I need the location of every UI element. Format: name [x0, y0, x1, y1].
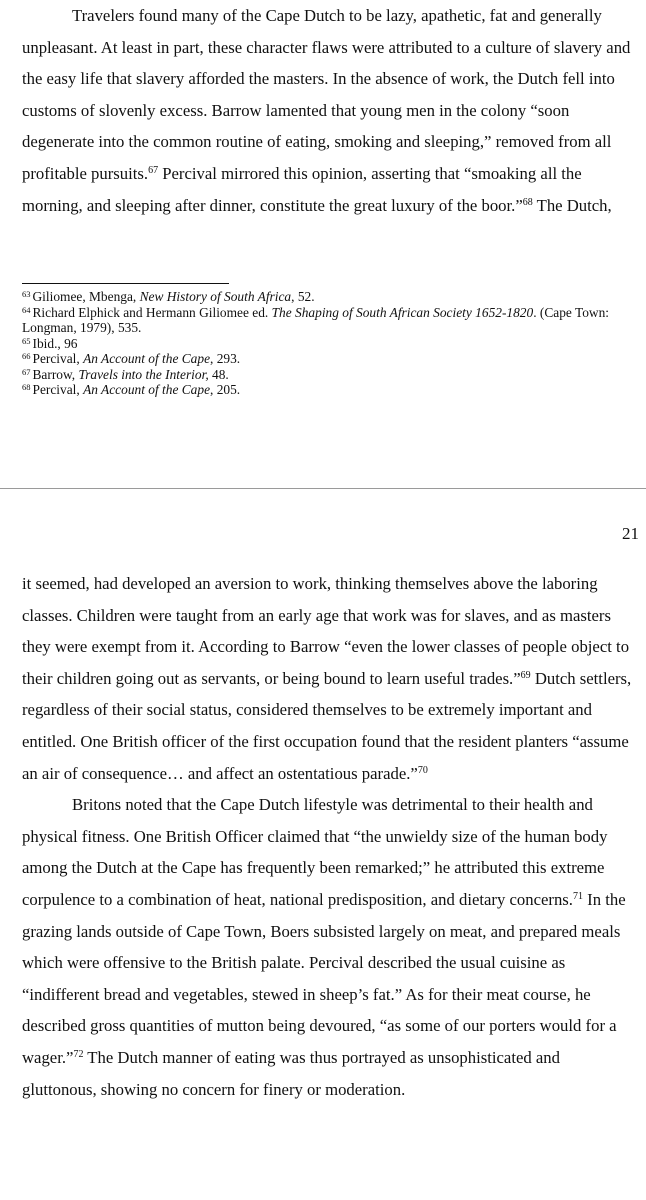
text-run: it seemed, had developed an aversion to work, thinking themselves above the laboring classes. Children were taught from an early age that work was for slaves, and as masters they were exempt from it. According to Barrow “even the lower classes of people object to their children going out as servants, or being bound to learn useful trades.”	[22, 574, 630, 688]
italic-title: The Shaping of South African Society 1652-1820	[271, 304, 534, 320]
italic-title: New History of South Africa	[139, 289, 292, 304]
body-text-bottom	[22, 568, 632, 1105]
italic-title: An Account of the Cape	[83, 382, 211, 397]
paragraph	[22, 0, 632, 221]
page-divider	[0, 488, 646, 489]
text-run: , 205.	[210, 382, 241, 397]
footnote-reference: 69	[520, 669, 531, 681]
text-run: Giliomee, Mbenga,	[32, 289, 140, 304]
text-run: 48.	[208, 366, 229, 382]
text-run: Percival mirrored this opinion, asserting that “smoaking all the morning, and sleeping after dinner, constitute the great luxury of the boor.”	[22, 163, 582, 215]
footnote-reference: 71	[572, 890, 583, 902]
footnote-number: 64	[22, 304, 31, 315]
footnote-reference: 68	[522, 196, 533, 208]
text-run: Britons noted that the Cape Dutch lifestyle was detrimental to their health and physical fitness. One British Officer claimed that “the unwieldy size of the human body among the Dutch at the Cape has frequently been remarked;” he attributed this extreme corpulence to a combination of heat, national predisposition, and dietary concerns.	[22, 795, 608, 909]
text-run: . (Cape Town: Longman, 1979), 535.	[22, 304, 610, 335]
page-bottom	[0, 490, 646, 1200]
footnote-reference: 67	[148, 164, 159, 176]
page-top	[0, 0, 646, 488]
text-run: The Dutch,	[532, 195, 612, 215]
text-run: Travelers found many of the Cape Dutch to be lazy, apathetic, fat and generally unpleasant. At least in part, these character flaws were attributed to a culture of slavery and the easy life that slavery afforded the masters. In the absence of work, the Dutch fell into customs of slovenly excess. Barrow lamented that young men in the colony “soon degenerate into the common routine of eating, smoking and sleeping,” removed from all profitable pursuits.	[22, 6, 631, 183]
footnote-reference: 72	[73, 1048, 84, 1060]
page-number: 21	[622, 524, 639, 543]
footnote-number: 63	[22, 289, 31, 299]
text-run: Percival,	[32, 351, 84, 366]
text-run: Percival,	[32, 382, 84, 397]
text-run: In the grazing lands outside of Cape Town, Boers subsisted largely on meat, and prepared meals which were offensive to the British palate. Percival described the usual cuisine as “indifferent bread and vegetables, stewed in sheep’s fat.” As for their meat course, he described gross quantities of mutton being devoured, “as some of our porters would for a wager.”	[22, 889, 626, 1067]
text-run: Ibid., 96	[32, 335, 78, 351]
footnote	[22, 336, 632, 352]
text-run: The Dutch manner of eating was thus portrayed as unsophisticated and gluttonous, showing no concern for finery or moderation.	[22, 1047, 560, 1099]
text-run: Dutch settlers, regardless of their social status, considered themselves to be extremely important and entitled. One British officer of the first occupation found that the resident planters “assume an air of consequence… and affect an ostentatious parade.”	[22, 668, 632, 783]
footnote-number: 68	[22, 382, 31, 392]
footnote	[22, 351, 632, 367]
paragraph	[22, 568, 632, 789]
footnote-number: 65	[22, 335, 31, 346]
text-run: Richard Elphick and Hermann Giliomee ed.	[32, 304, 272, 320]
footnote-number: 67	[22, 366, 31, 377]
footnote-number: 66	[22, 351, 31, 361]
footnote	[22, 367, 632, 383]
footnotes	[22, 289, 632, 398]
text-run: , 52.	[291, 289, 315, 304]
body-text-top	[22, 0, 632, 221]
text-run: Barrow,	[32, 366, 79, 382]
italic-title: Travels into the Interior,	[78, 366, 209, 382]
footnote	[22, 305, 632, 336]
footnote	[22, 382, 632, 398]
footnote	[22, 289, 632, 305]
text-run: , 293.	[210, 351, 241, 366]
italic-title: An Account of the Cape	[83, 351, 211, 366]
footnote-reference: 70	[417, 764, 428, 776]
footnote-separator	[22, 283, 229, 284]
paragraph	[22, 789, 632, 1105]
